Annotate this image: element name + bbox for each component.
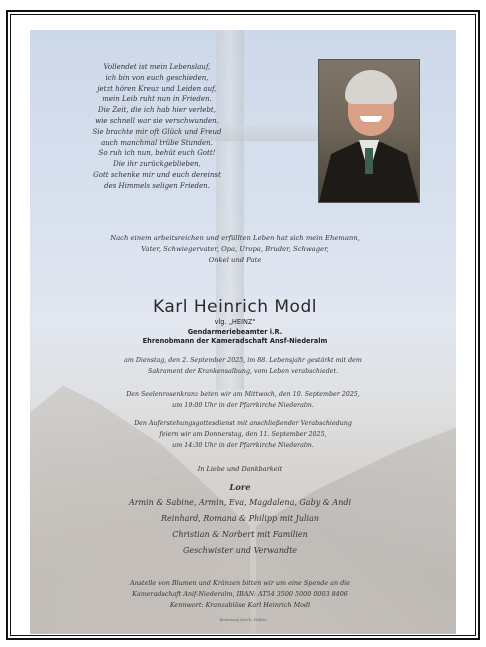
poem-line: So ruh ich nun, behüt euch Gott!	[98, 149, 216, 158]
paragraph-line: Den Seelenrosenkranz beten wir am Mittwoch, den 10. September 2025,	[126, 391, 360, 398]
family-line: Armin & Sabine, Armin, Eva, Magdalena, Gaby & Andi	[128, 498, 352, 507]
family-line: Reinhard, Romana & Philipp mit Julian	[160, 514, 320, 523]
poem-line: Die ihr zurückgeblieben,	[113, 160, 201, 169]
funeral-home-credit: Bestattung Kirsch, Hallein	[219, 618, 267, 622]
paragraph-line: Sakrament der Krankensalbung, vom Leben verabschiedet.	[148, 368, 338, 375]
poem-line: Gott schenke mir und euch dereinst	[93, 170, 221, 179]
intro-text	[60, 233, 410, 266]
family-line: Geschwister und Verwandte	[182, 546, 298, 555]
intro-line: Onkel und Pate	[208, 256, 262, 264]
paragraph-line: Den Auferstehungsgottesdienst mit anschließender Verabschiedung	[134, 420, 352, 427]
portrait-photo	[318, 59, 420, 203]
paragraph-line: um 14:30 Uhr in der Pfarrkirche Niederalm.	[172, 442, 314, 449]
poem-line: mein Leib ruht nun in Frieden.	[102, 95, 212, 104]
family-line: Christian & Norbert mit Familien	[172, 530, 308, 539]
rosary-paragraph	[98, 389, 388, 411]
memorial-poem	[62, 62, 252, 192]
poem-line: auch manchmal trübe Stunden.	[101, 138, 213, 147]
poem-line: jetzt hören Kreuz und Leiden auf,	[97, 84, 217, 93]
spouse-name: Lore	[229, 482, 251, 492]
poem-line: Die Zeit, die ich hab hier verlebt,	[98, 106, 216, 115]
poem-line: Vollendet ist mein Lebenslauf,	[103, 63, 211, 71]
poem-line: Sie brachte mir oft Glück und Freud	[92, 127, 222, 136]
donation-line: Anstelle von Blumen und Kränzen bitten wir um eine Spende an die	[129, 579, 351, 587]
poem-line: des Himmels seligen Frieden.	[104, 181, 210, 190]
title-honorary: Ehrenobmann der Kameradschaft Ansf-Niederalm	[142, 337, 328, 345]
poem-line: ich bin von euch geschieden,	[105, 73, 209, 82]
death-notice-paragraph	[98, 355, 388, 377]
paragraph-line: um 19:00 Uhr in der Pfarrkirche Niederalm.	[172, 402, 314, 409]
paragraph-line: am Dienstag, den 2. September 2025, im 88. Lebensjahr gestärkt mit dem	[124, 357, 362, 364]
title-profession: Gendarmeriebeamter i.R.	[187, 327, 283, 336]
portrait-tie	[365, 148, 373, 174]
donation-line: Kennwort: Kranzablöse Karl Heinrich Modl	[169, 601, 311, 609]
intro-line: Nach einem arbeitsreichen und erfüllten Leben hat sich mein Ehemann,	[110, 234, 360, 242]
deceased-name: Karl Heinrich Modl	[153, 297, 317, 317]
paragraph-line: feiern wir am Donnerstag, den 11. September 2025,	[159, 431, 327, 438]
nickname: vlg. „HEINZ"	[214, 318, 256, 326]
poem-line: wie schnell war sie verschwunden.	[95, 116, 219, 125]
donation-notice	[80, 578, 400, 611]
funeral-service-paragraph	[98, 418, 388, 451]
closing-phrase: In Liebe und Dankbarkeit	[197, 465, 283, 473]
donation-line: Kameradschaft Anif-Niederalm, IBAN: AT54 3500 5000 0003 8406	[132, 590, 348, 598]
deceased-titles	[60, 318, 410, 347]
portrait-smile	[360, 116, 382, 122]
portrait-hair	[345, 70, 397, 104]
intro-line: Vater, Schwiegervater, Opa, Uropa, Bruder, Schwager,	[141, 245, 329, 253]
